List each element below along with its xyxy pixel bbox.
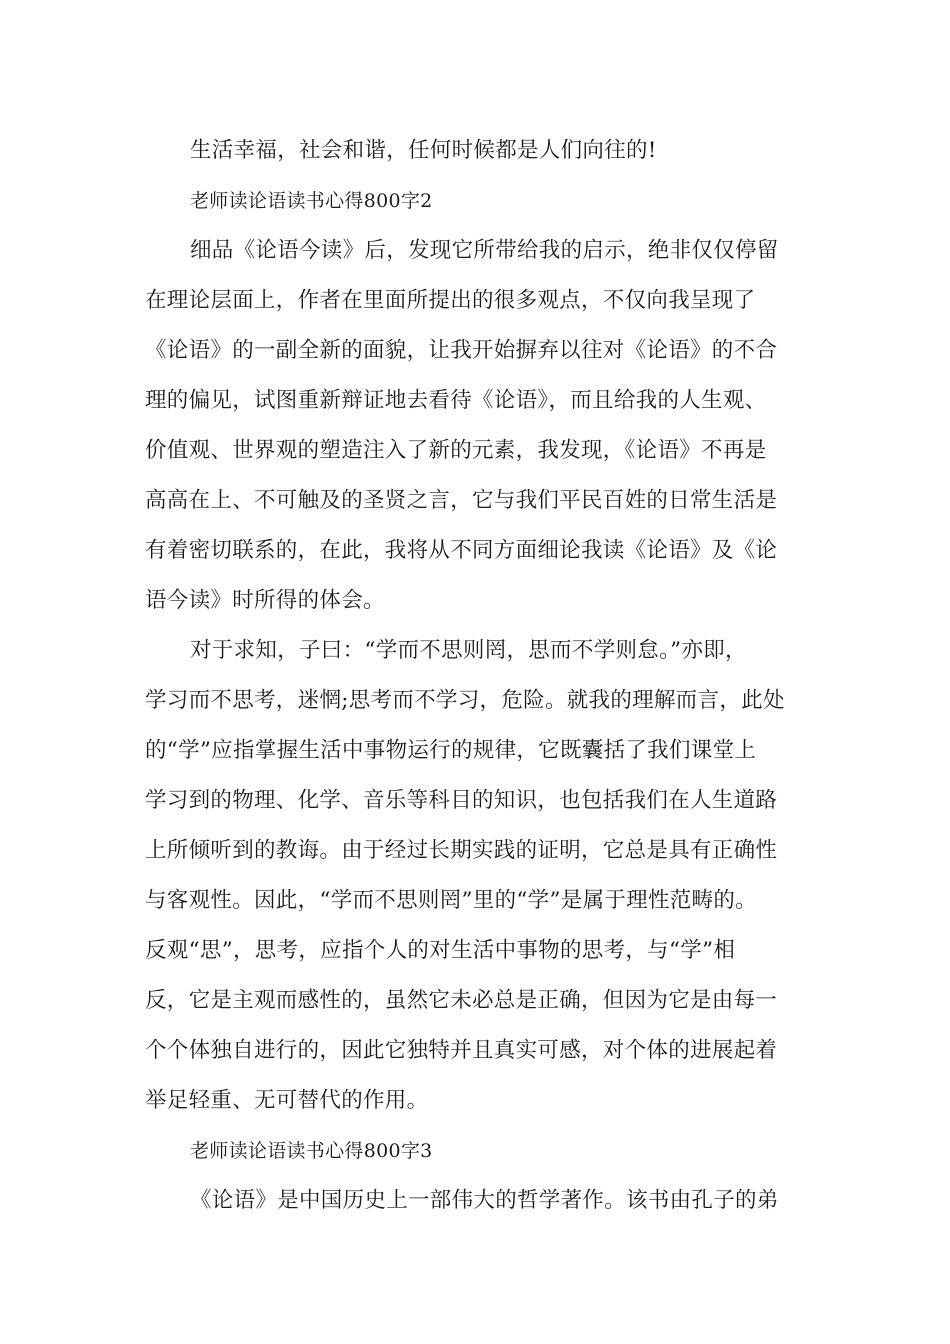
text-line: 价值观、世界观的塑造注入了新的元素，我发现，《论语》不再是 — [145, 438, 767, 463]
text-line: 语今读》时所得的体会。 — [145, 588, 385, 613]
section-heading: 老师读论语读书心得800字2 — [190, 190, 433, 212]
text-line: 反，它是主观而感性的，虽然它未必总是正确，但因为它是由每一 — [145, 988, 778, 1013]
text-line: 学习而不思考，迷惘;思考而不学习，危险。就我的理解而言，此处 — [145, 688, 785, 713]
text-line: 生活幸福，社会和谐，任何时候都是人们向往的! — [190, 138, 657, 163]
text-line: 的“学”应指掌握生活中事物运行的规律，它既囊括了我们课堂上 — [145, 738, 757, 763]
text-line: 理的偏见，试图重新辩证地去看待《论语》，而且给我的人生观、 — [145, 388, 767, 413]
text-line: 个个体独自进行的，因此它独特并且真实可感，对个体的进展起着 — [145, 1038, 778, 1063]
text-line: 《论语》的一副全新的面貌，让我开始摒弃以往对《论语》的不合 — [145, 338, 778, 363]
text-line: 高高在上、不可触及的圣贤之言，它与我们平民百姓的日常生活是 — [145, 488, 778, 513]
text-line: 学习到的物理、化学、音乐等科目的知识，也包括我们在人生道路 — [145, 788, 778, 813]
paragraph-first-line: 细品《论语今读》后，发现它所带给我的启示，绝非仅仅停留 — [190, 238, 779, 263]
text-line: 与客观性。因此，“学而不思则罔”里的“学”是属于理性范畴的。 — [145, 888, 757, 913]
text-line: 在理论层面上，作者在里面所提出的很多观点，不仅向我呈现了 — [145, 288, 756, 313]
text-line: 举足轻重、无可替代的作用。 — [145, 1088, 429, 1113]
paragraph-first-line: 《论语》是中国历史上一部伟大的哲学著作。该书由孔子的弟 — [190, 1188, 779, 1213]
paragraph-first-line: 对于求知，子曰：“学而不思则罔，思而不学则怠。”亦即， — [190, 638, 747, 663]
text-line: 上所倾听到的教诲。由于经过长期实践的证明，它总是具有正确性 — [145, 838, 778, 863]
section-heading: 老师读论语读书心得800字3 — [190, 1140, 433, 1162]
text-line: 反观“思”，思考，应指个人的对生活中事物的思考，与“学”相 — [145, 938, 736, 963]
text-line: 有着密切联系的，在此，我将从不同方面细论我读《论语》及《论 — [145, 538, 778, 563]
